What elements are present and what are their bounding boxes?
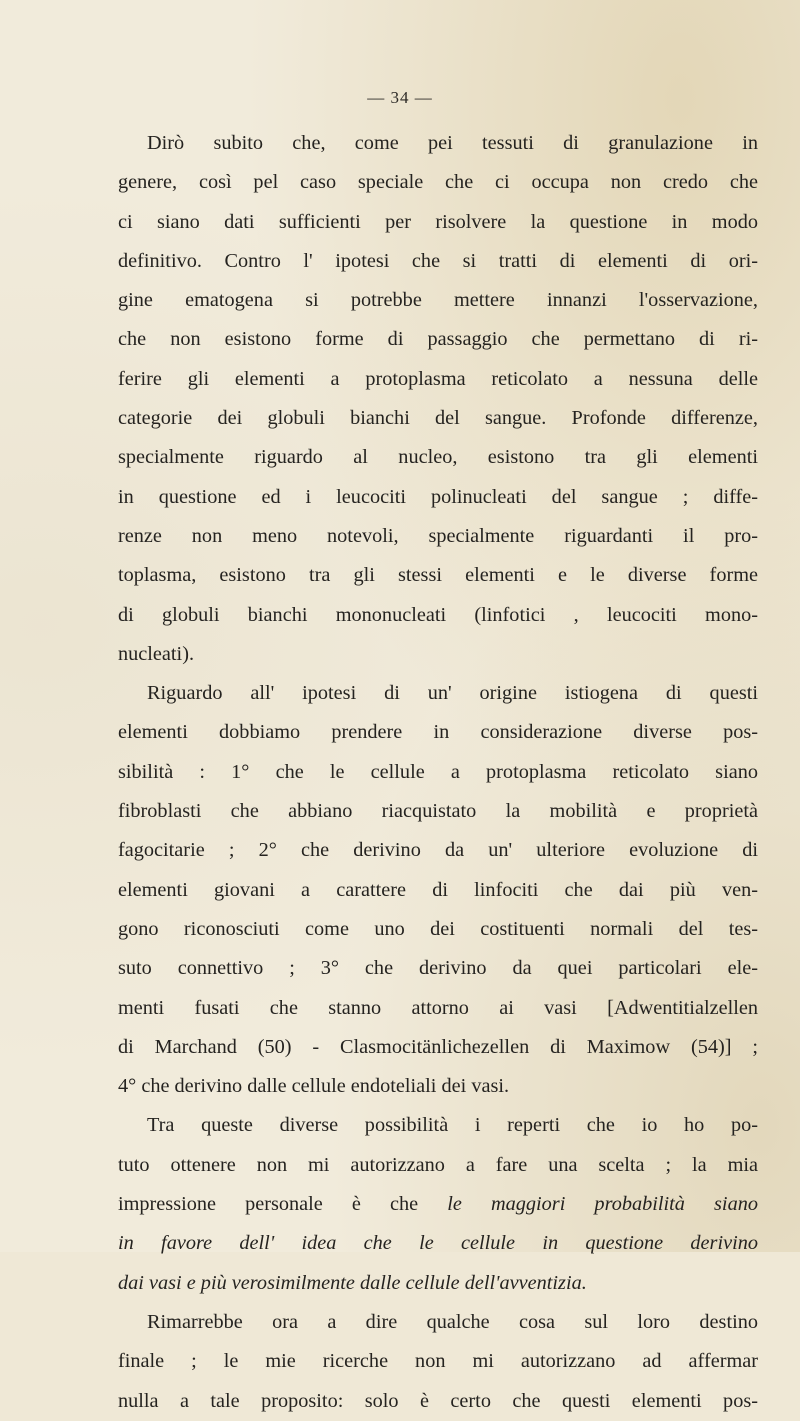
text-line-roman: sibilità : 1° che le cellule a protoplasma reticolato siano [118, 760, 758, 783]
text-line-roman: elementi dobbiamo prendere in considerazione diverse pos- [118, 721, 758, 744]
text-line-roman: Tra queste diverse possibilità i reperti che io ho po- [147, 1114, 758, 1137]
text-line [118, 1303, 758, 1342]
text-line [118, 1028, 758, 1067]
text-line-italic: le maggiori probabilità siano [447, 1193, 758, 1216]
text-line [118, 242, 758, 281]
text-line [118, 438, 758, 477]
text-line-roman: di Marchand (50) - Clasmocitänlichezellen di Maximow (54)] ; [118, 1035, 758, 1058]
text-line-roman: gine ematogena si potrebbe mettere innanzi l'osservazione, [118, 289, 758, 312]
text-line-roman: impressione personale è che [118, 1193, 448, 1216]
text-line [118, 910, 758, 949]
text-line [118, 831, 758, 870]
text-line-roman: di globuli bianchi mononucleati (linfotici , leucociti mono- [118, 603, 758, 626]
text-line-roman: renze non meno notevoli, specialmente riguardanti il pro- [118, 524, 758, 547]
text-line [118, 1067, 758, 1106]
body-text [118, 124, 758, 1421]
text-line-roman: fibroblasti che abbiano riacquistato la mobilità e proprietà [118, 800, 758, 823]
text-line-roman: gono riconosciuti come uno dei costituenti normali del tes- [118, 917, 758, 940]
text-line [118, 399, 758, 438]
text-line [118, 478, 758, 517]
text-line-roman: toplasma, esistono tra gli stessi elementi e le diverse forme [118, 564, 758, 587]
text-line [118, 1342, 758, 1381]
text-line-roman: finale ; le mie ricerche non mi autorizzano ad affermar [118, 1350, 758, 1373]
text-line-roman: genere, così pel caso speciale che ci occupa non credo che [118, 171, 758, 194]
text-line-roman: Rimarrebbe ora a dire qualche cosa sul loro destino [147, 1310, 758, 1333]
page-number: — 34 — [367, 88, 433, 107]
text-line-roman: nucleati). [118, 642, 195, 665]
text-line [118, 360, 758, 399]
text-line [118, 320, 758, 359]
text-line-roman: menti fusati che stanno attorno ai vasi [Adwentitialzellen [118, 996, 758, 1019]
text-line [118, 753, 758, 792]
text-line-italic: in favore dell' idea che le cellule in questione derivino [118, 1232, 758, 1255]
text-line [118, 949, 758, 988]
text-line-roman: nulla a tale proposito: solo è certo che questi elementi pos- [118, 1389, 758, 1412]
text-line-roman: Dirò subito che, come pei tessuti di granulazione in [147, 132, 758, 154]
text-line [118, 1185, 758, 1224]
text-line-roman: Riguardo all' ipotesi di un' origine istiogena di questi [147, 682, 758, 705]
text-line [118, 1264, 758, 1303]
text-line [118, 281, 758, 320]
text-line [118, 713, 758, 752]
text-line [118, 203, 758, 242]
text-line [118, 124, 758, 163]
text-line [118, 556, 758, 595]
text-line-roman: categorie dei globuli bianchi del sangue. Profonde differenze, [118, 407, 758, 430]
text-line-roman: definitivo. Contro l' ipotesi che si tratti di elementi di ori- [118, 249, 758, 272]
text-line-roman: suto connettivo ; 3° che derivino da quei particolari ele- [118, 957, 758, 980]
text-line [118, 635, 758, 674]
text-line-italic: dai vasi e più verosimilmente dalle cellule dell'avventizia. [118, 1271, 587, 1294]
text-line [118, 517, 758, 556]
text-line [118, 1146, 758, 1185]
text-line [118, 1224, 758, 1263]
text-line [118, 989, 758, 1028]
text-line [118, 674, 758, 713]
text-line-roman: elementi giovani a carattere di linfociti che dai più ven- [118, 878, 758, 901]
text-line-roman: tuto ottenere non mi autorizzano a fare una scelta ; la mia [118, 1153, 758, 1176]
text-line-roman: 4° che derivino dalle cellule endoteliali dei vasi. [118, 1075, 510, 1098]
text-line-roman: specialmente riguardo al nucleo, esistono tra gli elementi [118, 446, 758, 469]
text-line [118, 596, 758, 635]
text-line-roman: ci siano dati sufficienti per risolvere la questione in modo [118, 210, 758, 233]
text-line [118, 1106, 758, 1145]
text-line-roman: che non esistono forme di passaggio che permettano di ri- [118, 328, 758, 351]
text-line-roman: in questione ed i leucociti polinucleati del sangue ; diffe- [118, 485, 758, 508]
text-line-roman: fagocitarie ; 2° che derivino da un' ulteriore evoluzione di [118, 839, 758, 862]
text-line [118, 792, 758, 831]
text-line [118, 1382, 758, 1421]
text-line [118, 871, 758, 910]
text-line-roman: ferire gli elementi a protoplasma reticolato a nessuna delle [118, 367, 758, 390]
text-line [118, 163, 758, 202]
